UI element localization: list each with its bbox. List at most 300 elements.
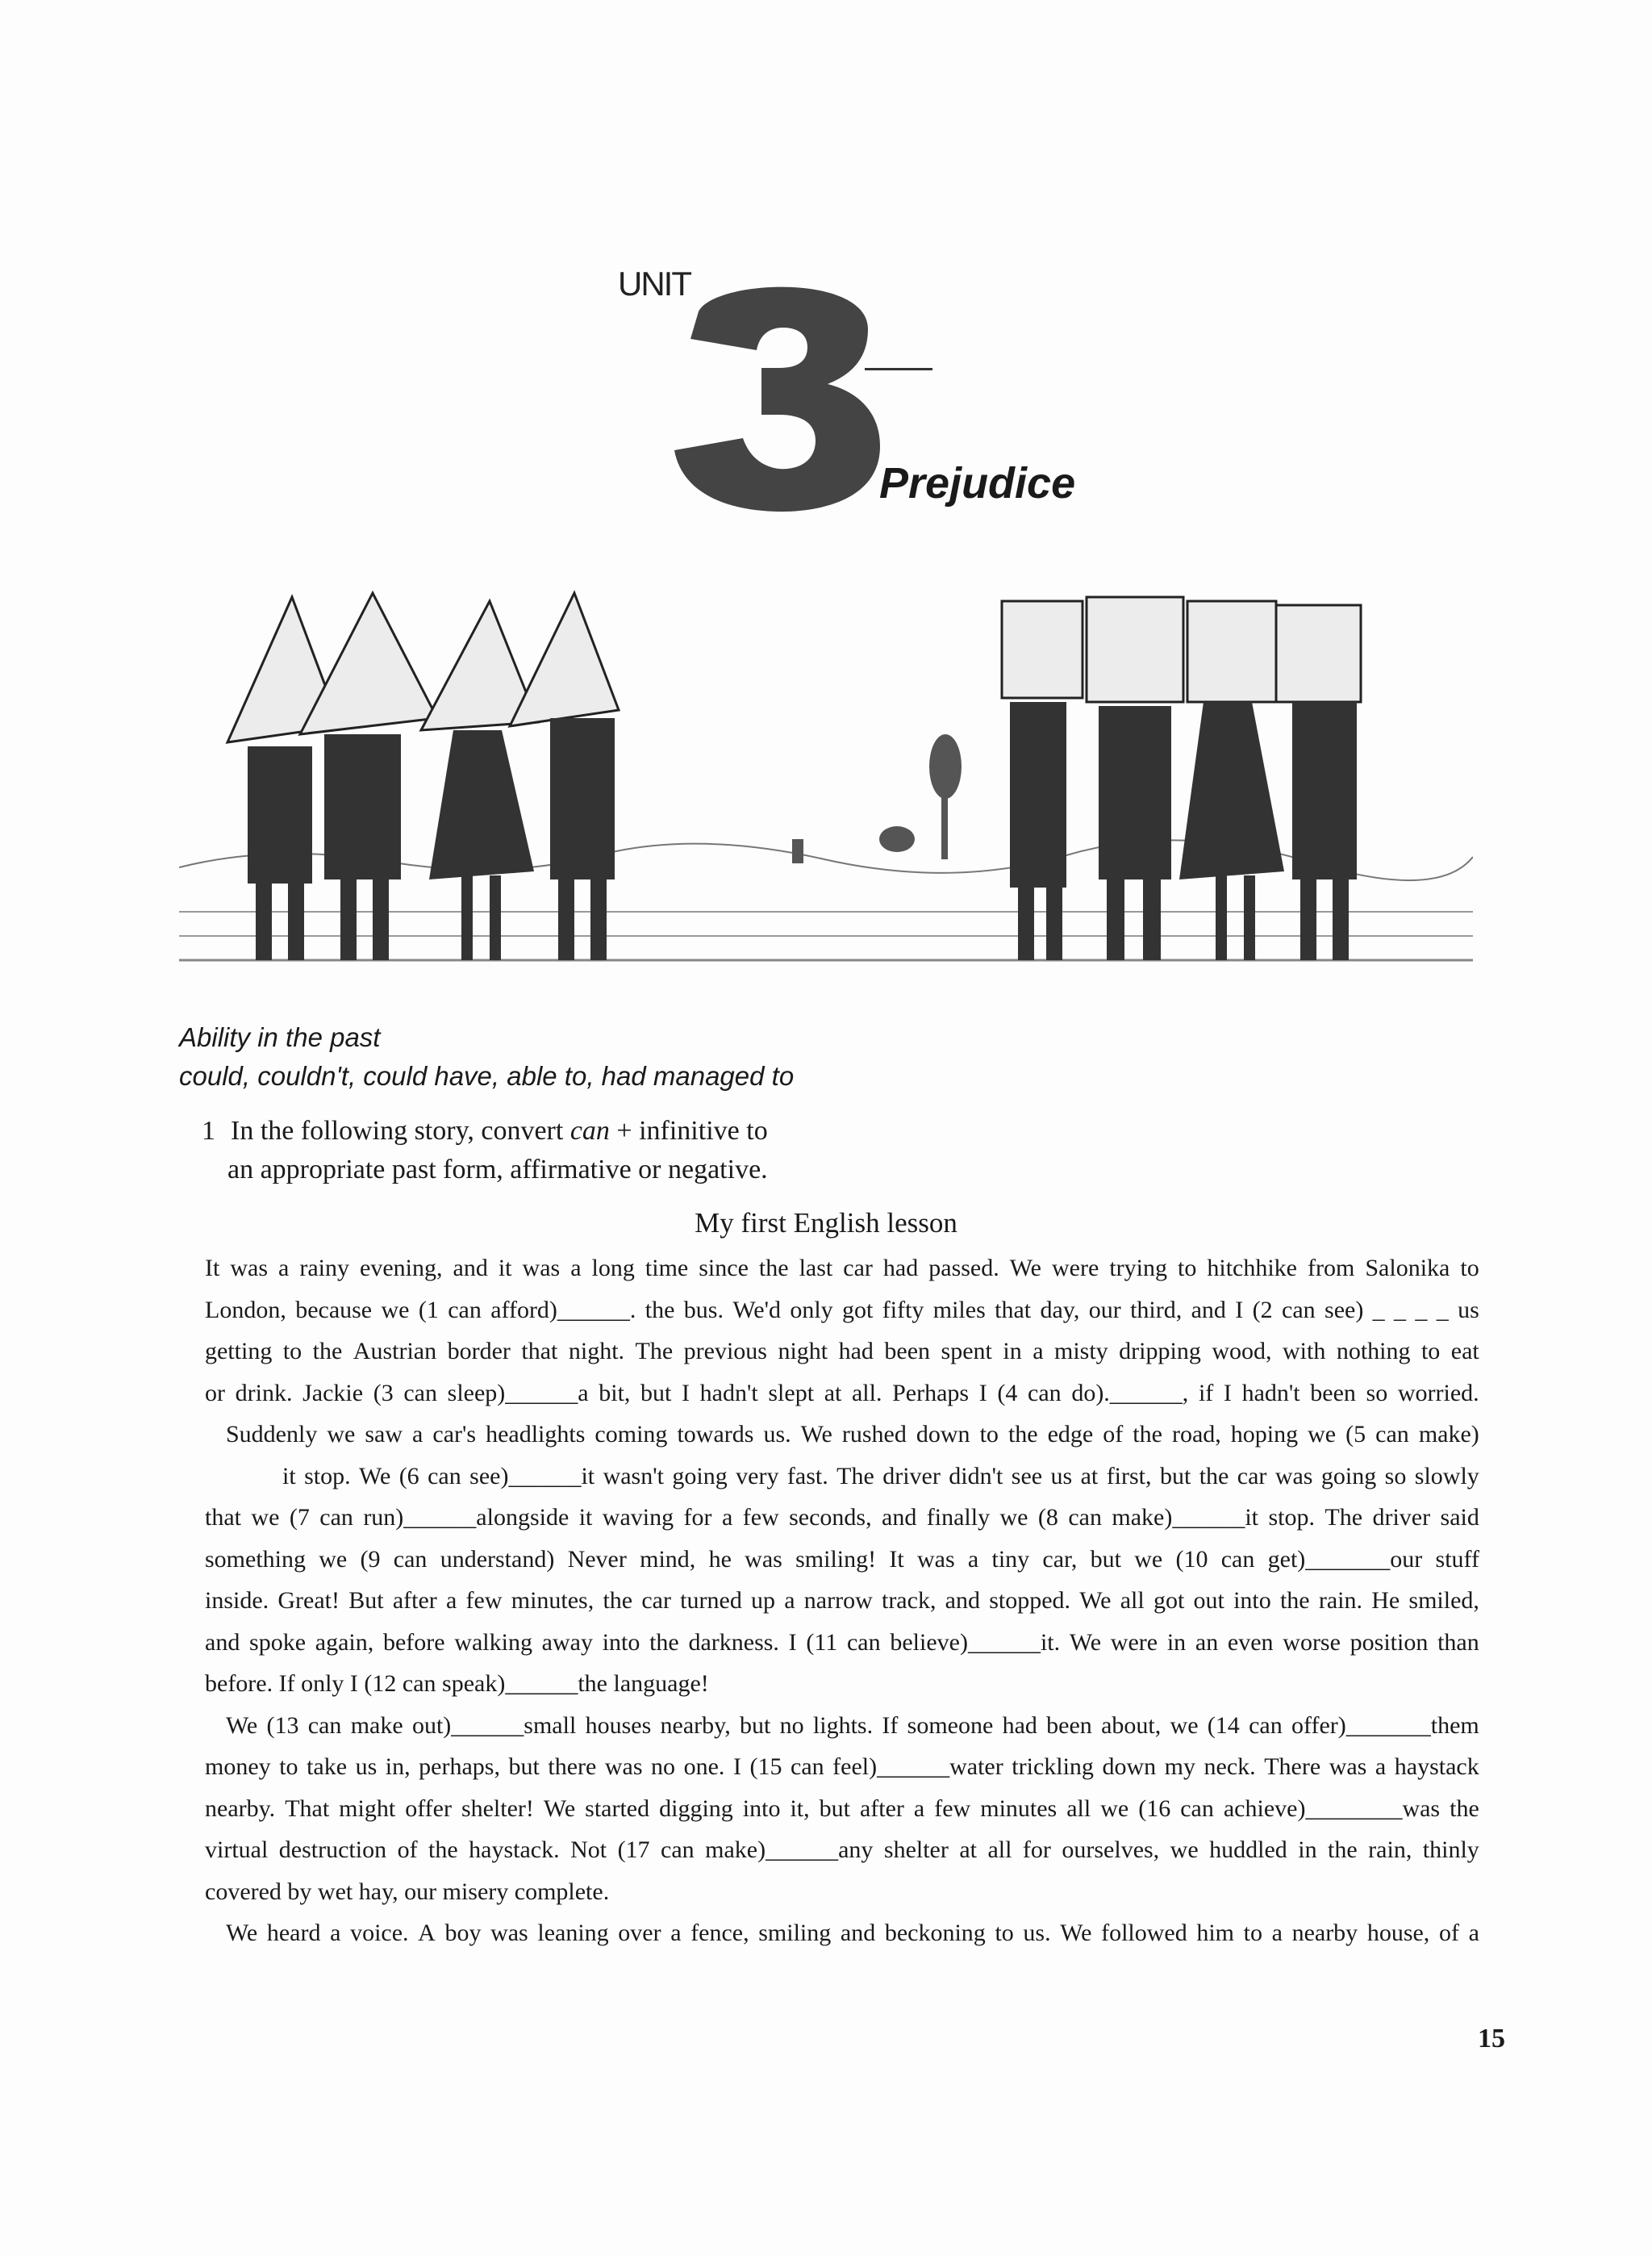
story-word: can <box>1068 1504 1102 1531</box>
story-word: down <box>916 1421 970 1448</box>
story-word: but <box>740 1711 771 1739</box>
story-word: in, <box>385 1753 411 1780</box>
story-word: do).______, <box>1071 1379 1189 1406</box>
story-word: up <box>751 1587 776 1614</box>
story-word: didn't <box>949 1462 1003 1489</box>
story-word: Perhaps <box>892 1379 970 1406</box>
unit-title: Prejudice <box>879 459 1076 508</box>
story-word: a <box>278 1255 290 1281</box>
story-word: house, <box>1366 1920 1430 1946</box>
story-word: one. <box>683 1753 725 1780</box>
story-word: car's <box>432 1421 477 1448</box>
story-word: the <box>1450 1794 1479 1822</box>
story-word: into <box>602 1628 640 1656</box>
story-word: us. <box>1023 1920 1051 1946</box>
story-word: We <box>226 1711 258 1739</box>
story-word: we <box>1134 1545 1163 1573</box>
story-word: to <box>995 1920 1014 1946</box>
story-word: driver <box>1372 1504 1431 1531</box>
story-word: the <box>1133 1421 1162 1448</box>
story-word: thinly <box>1422 1836 1479 1863</box>
story-word: were <box>1052 1255 1099 1281</box>
story-word: can <box>403 1379 437 1406</box>
story-word: make)______any <box>705 1836 874 1863</box>
story-line <box>205 1622 1479 1664</box>
story-word: after <box>392 1587 437 1614</box>
story-word: make)______it <box>1112 1504 1259 1531</box>
story-word: ourselves, <box>1062 1836 1160 1863</box>
story-word: trickling <box>1012 1753 1094 1780</box>
story-word: (16 <box>1138 1794 1171 1822</box>
story-word: even <box>1227 1628 1274 1656</box>
story-word: nearby. <box>205 1794 276 1822</box>
story-word: car <box>1237 1462 1267 1489</box>
story-word: passed. <box>928 1255 999 1281</box>
story-word: all <box>987 1836 1012 1863</box>
story-word: I <box>788 1628 797 1656</box>
story-word: the <box>603 1587 633 1614</box>
story-word: can <box>661 1836 695 1863</box>
story-line: before. If only I (12 can speak)______the language! <box>205 1670 709 1697</box>
story-word: _ <box>1394 1296 1407 1323</box>
story-word: can <box>1375 1421 1409 1448</box>
story-word: it <box>498 1255 512 1281</box>
story-word: voice. <box>350 1920 409 1946</box>
story-word: rushed <box>841 1421 907 1448</box>
instruction-part: In the following story, convert <box>231 1116 570 1146</box>
story-word: Jackie <box>302 1379 364 1406</box>
story-word: and <box>205 1628 240 1656</box>
story-word: very <box>736 1462 779 1489</box>
story-word: But <box>348 1587 384 1614</box>
story-word: houses <box>585 1711 652 1739</box>
story-word: got <box>842 1296 874 1323</box>
story-word: destruction <box>278 1836 387 1863</box>
story-word: We <box>1009 1255 1041 1281</box>
story-word: so <box>1384 1462 1407 1489</box>
story-word: because <box>295 1296 373 1323</box>
story-word: we <box>1308 1421 1337 1448</box>
story-word: and <box>453 1255 488 1281</box>
story-word: take <box>307 1753 348 1780</box>
story-word: finally <box>926 1504 991 1531</box>
story-word: The <box>635 1338 674 1364</box>
story-word: to <box>282 1338 302 1364</box>
story-word: position <box>1350 1628 1429 1656</box>
story-word: were <box>1110 1628 1158 1656</box>
story-word: to <box>979 1421 999 1448</box>
story-word: smiling <box>758 1920 832 1946</box>
story-word: can <box>319 1504 353 1531</box>
story-word: afford)______. <box>490 1296 636 1323</box>
story-word: followed <box>1101 1920 1187 1946</box>
story-word: misty <box>1054 1338 1108 1364</box>
story-word: at <box>824 1379 842 1406</box>
story-word: (11 <box>806 1628 838 1656</box>
story-word: had <box>838 1338 874 1364</box>
story-word: or <box>205 1379 225 1406</box>
story-line <box>205 1705 1479 1747</box>
story-word: over <box>618 1920 661 1946</box>
story-word: nothing <box>1336 1338 1411 1364</box>
story-word: nearby <box>1291 1920 1358 1946</box>
story-word: we <box>1100 1794 1129 1822</box>
story-word: night <box>778 1338 828 1364</box>
story-word: walking <box>454 1628 532 1656</box>
story-word: we <box>381 1296 410 1323</box>
story-word: fast. <box>786 1462 828 1489</box>
instruction-keyword: can <box>569 1116 610 1146</box>
story-word: all <box>1120 1587 1145 1614</box>
story-word: we <box>327 1421 356 1448</box>
story-word: an <box>1195 1628 1219 1656</box>
story-word: we <box>251 1504 280 1531</box>
story-word: London, <box>205 1296 286 1323</box>
story-word: for <box>683 1504 712 1531</box>
story-word: at <box>959 1836 977 1863</box>
story-word: stop. <box>304 1462 351 1489</box>
story-word: to <box>1420 1338 1441 1364</box>
story-word: with <box>1282 1338 1326 1364</box>
story-word: I <box>682 1379 690 1406</box>
story-word: we <box>319 1545 348 1573</box>
story-word: narrow <box>803 1587 873 1614</box>
story-word: Not <box>570 1836 607 1863</box>
story-word: slept <box>768 1379 815 1406</box>
story-word: it, <box>790 1794 810 1822</box>
story-line <box>205 1414 1479 1456</box>
story-word: the <box>649 1628 679 1656</box>
story-word: evening, <box>360 1255 443 1281</box>
story-word: can <box>791 1753 824 1780</box>
story-word: it <box>282 1462 296 1489</box>
story-word: stuff <box>1435 1545 1479 1573</box>
story-word: for <box>1022 1836 1051 1863</box>
story-word: That <box>285 1794 330 1822</box>
story-word: border <box>447 1338 511 1364</box>
story-word: Great! <box>277 1587 340 1614</box>
exercise-instruction <box>202 1112 847 1189</box>
story-word: of <box>397 1836 418 1863</box>
story-word: The <box>836 1462 874 1489</box>
story-word: the <box>1279 1587 1310 1614</box>
story-word: us <box>355 1753 378 1780</box>
page-number: 15 <box>1478 2024 1505 2053</box>
story-word: A <box>418 1920 436 1946</box>
story-word: We <box>359 1462 391 1489</box>
story-word: last <box>799 1255 833 1281</box>
story-word: to <box>1178 1255 1197 1281</box>
story-word: third, <box>1130 1296 1183 1323</box>
story-word: was <box>1274 1462 1313 1489</box>
story-word: He <box>1371 1587 1400 1614</box>
story-word: a <box>330 1920 341 1946</box>
story-word: Salonika <box>1365 1255 1450 1281</box>
story-word: shelter! <box>461 1794 534 1822</box>
story-word: previous <box>683 1338 767 1364</box>
story-word: the <box>428 1836 458 1863</box>
story-word: sleep)______a <box>447 1379 589 1406</box>
story-word: something <box>205 1545 306 1573</box>
story-word: first, <box>1106 1462 1152 1489</box>
instruction-line: an appropriate past form, affirmative or negative. <box>227 1155 768 1184</box>
story-word: seconds, <box>789 1504 872 1531</box>
story-text <box>205 1247 1479 1954</box>
story-word: we <box>1170 1836 1199 1863</box>
story-word: and <box>945 1587 980 1614</box>
story-word: the <box>312 1338 343 1364</box>
story-word: and <box>840 1920 876 1946</box>
story-line <box>205 1247 1479 1289</box>
story-word: leaning <box>537 1920 609 1946</box>
story-word: got <box>1153 1587 1185 1614</box>
story-word: but <box>508 1753 540 1780</box>
story-word: can <box>846 1628 881 1656</box>
story-word: beckoning <box>884 1920 986 1946</box>
story-word: to <box>1243 1920 1262 1946</box>
story-word: we <box>999 1504 1028 1531</box>
story-word: tiny <box>991 1545 1030 1573</box>
story-word: been <box>884 1338 931 1364</box>
story-word: in <box>1298 1836 1317 1863</box>
story-word: If <box>882 1711 899 1739</box>
unit-title-rule <box>865 368 932 370</box>
story-word: eat <box>1450 1338 1479 1364</box>
story-word: (15 <box>749 1753 782 1780</box>
story-word: us <box>1458 1296 1479 1323</box>
story-word: the <box>1199 1462 1229 1489</box>
story-word: few <box>465 1587 503 1614</box>
story-word: that <box>521 1338 558 1364</box>
story-word: was <box>230 1255 268 1281</box>
story-word: can <box>1220 1545 1255 1573</box>
story-word: but <box>1159 1462 1191 1489</box>
story-word: if <box>1198 1379 1214 1406</box>
story-word: We <box>1069 1628 1102 1656</box>
story-word: (2 <box>1252 1296 1273 1323</box>
story-word: to <box>279 1753 298 1780</box>
story-word: We <box>543 1794 576 1822</box>
story-word: it <box>578 1504 593 1531</box>
story-word: car, <box>1042 1545 1078 1573</box>
story-word: feel)______water <box>832 1753 1003 1780</box>
story-word: the <box>1007 1421 1038 1448</box>
story-word: was <box>490 1920 528 1946</box>
story-word: (10 <box>1175 1545 1208 1573</box>
story-word: was <box>916 1545 955 1573</box>
story-word: in <box>1166 1628 1187 1656</box>
story-word: started <box>585 1794 650 1822</box>
story-word: out <box>1193 1587 1224 1614</box>
story-word: money <box>205 1753 271 1780</box>
story-word: get)_______our <box>1267 1545 1423 1573</box>
story-word: run)______alongside <box>363 1504 569 1531</box>
story-word: Suddenly <box>226 1421 318 1448</box>
story-word: going <box>672 1462 728 1489</box>
story-word: (4 <box>997 1379 1018 1406</box>
story-word: going <box>1320 1462 1377 1489</box>
story-word: (6 <box>398 1462 419 1489</box>
story-word: can <box>1180 1794 1214 1822</box>
story-word: worse <box>1283 1628 1341 1656</box>
instruction-part: + infinitive to <box>609 1116 768 1146</box>
story-word: day, <box>1040 1296 1080 1323</box>
story-word: a <box>445 1587 457 1614</box>
story-word: driver <box>882 1462 941 1489</box>
story-word: hoping <box>1230 1421 1299 1448</box>
story-word: only <box>790 1296 833 1323</box>
story-word: offer <box>405 1794 452 1822</box>
story-line <box>205 1331 1479 1372</box>
story-word: waving <box>602 1504 674 1531</box>
story-line <box>205 1912 1479 1954</box>
story-word: understand) <box>440 1545 555 1573</box>
story-word: I <box>1235 1296 1244 1323</box>
story-word: no <box>651 1753 676 1780</box>
story-word: stopped. <box>989 1587 1071 1614</box>
story-word: a <box>570 1255 582 1281</box>
story-word: been <box>1310 1379 1356 1406</box>
story-word: at <box>1080 1462 1099 1489</box>
story-word: make <box>350 1711 403 1739</box>
story-word: there <box>548 1753 597 1780</box>
story-word: wood, <box>1212 1338 1272 1364</box>
story-word: edge <box>1047 1421 1094 1448</box>
story-word: believe)______it. <box>890 1628 1061 1656</box>
story-word: him <box>1196 1920 1235 1946</box>
story-word: but <box>1090 1545 1121 1573</box>
story-word: worried. <box>1397 1379 1479 1406</box>
story-word: and <box>1191 1296 1226 1323</box>
story-word: We <box>800 1421 832 1448</box>
story-word: (17 <box>617 1836 650 1863</box>
story-word: to <box>1460 1255 1479 1281</box>
story-word: hitchhike <box>1207 1255 1297 1281</box>
story-line <box>205 1829 1479 1871</box>
story-word: _ <box>1415 1296 1428 1323</box>
story-word: towards <box>677 1421 754 1448</box>
story-word: trying <box>1109 1255 1167 1281</box>
story-word: see <box>1011 1462 1043 1489</box>
story-word: see)______it <box>469 1462 595 1489</box>
story-word: hadn't <box>699 1379 758 1406</box>
cartoon-people-with-pyramid-and-box-heads-icon <box>179 589 1473 984</box>
story-word: a <box>1271 1920 1283 1946</box>
story-word: can <box>307 1711 342 1739</box>
story-word: Never <box>567 1545 627 1573</box>
story-word: than <box>1437 1628 1479 1656</box>
story-word: of <box>1103 1421 1124 1448</box>
story-word: It <box>889 1545 904 1573</box>
story-word: minutes <box>980 1794 1058 1822</box>
story-word: (3 <box>373 1379 394 1406</box>
story-word: getting <box>205 1338 273 1364</box>
story-word: spoke <box>249 1628 307 1656</box>
story-word: I <box>978 1379 987 1406</box>
story-word: rain. <box>1318 1587 1362 1614</box>
story-word: few <box>934 1794 971 1822</box>
story-word: might <box>339 1794 396 1822</box>
story-word: us. <box>763 1421 791 1448</box>
unit-label: UNIT <box>618 265 690 303</box>
grammar-heading <box>179 1018 794 1096</box>
story-line <box>205 1289 1479 1331</box>
story-word: was <box>522 1255 561 1281</box>
story-word: a <box>1375 1753 1387 1780</box>
story-word: (13 <box>266 1711 299 1739</box>
story-line <box>205 1580 1479 1622</box>
story-word: since <box>699 1255 749 1281</box>
story-word: bus. <box>683 1296 724 1323</box>
story-word: about, <box>1101 1711 1162 1739</box>
story-word: _ <box>1372 1296 1385 1323</box>
story-word: a <box>967 1545 979 1573</box>
story-line <box>205 1788 1479 1830</box>
story-word: slowly <box>1414 1462 1479 1489</box>
story-word: (8 <box>1037 1504 1058 1531</box>
story-word: shelter <box>883 1836 949 1863</box>
story-word: turned <box>680 1587 742 1614</box>
story-word: haystack <box>1394 1753 1479 1780</box>
story-word: huddled <box>1209 1836 1287 1863</box>
grammar-forms: could, couldn't, could have, able to, had managed to <box>179 1061 795 1091</box>
story-word: our <box>1088 1296 1121 1323</box>
story-word: fifty <box>882 1296 924 1323</box>
story-word: rain, <box>1368 1836 1412 1863</box>
story-word: _ <box>1436 1296 1449 1323</box>
story-word: been <box>1046 1711 1092 1739</box>
story-word: into <box>1233 1587 1271 1614</box>
story-word: can <box>428 1462 461 1489</box>
story-word: achieve)________was <box>1223 1794 1441 1822</box>
story-word: coming <box>594 1421 668 1448</box>
story-word: all <box>1066 1794 1091 1822</box>
story-word: spent <box>941 1338 992 1364</box>
story-word: haystack. <box>469 1836 560 1863</box>
story-word: car <box>641 1587 671 1614</box>
story-word: that <box>995 1296 1032 1323</box>
story-word: but <box>819 1794 850 1822</box>
story-word: headlights <box>486 1421 586 1448</box>
story-word: rainy <box>299 1255 349 1281</box>
story-word: virtual <box>205 1836 269 1863</box>
story-word: see) <box>1325 1296 1364 1323</box>
story-word: all. <box>851 1379 882 1406</box>
story-word: away <box>541 1628 593 1656</box>
story-word: can <box>1028 1379 1062 1406</box>
story-word: night. <box>568 1338 625 1364</box>
story-word: can <box>448 1296 482 1323</box>
story-word: a <box>784 1587 795 1614</box>
story-word: a <box>670 1920 682 1946</box>
story-word: perhaps, <box>419 1753 500 1780</box>
story-word: (9 <box>360 1545 381 1573</box>
story-word: inside. <box>205 1587 269 1614</box>
story-word: dripping <box>1119 1338 1201 1364</box>
story-word: no <box>779 1711 804 1739</box>
story-word: had <box>1002 1711 1037 1739</box>
story-word: heard <box>266 1920 321 1946</box>
story-word: darkness. <box>688 1628 779 1656</box>
story-word: neck. <box>1204 1753 1256 1780</box>
story-word: bit, <box>599 1379 631 1406</box>
story-word: offer)_______them <box>1291 1711 1479 1739</box>
story-word: minutes, <box>511 1587 594 1614</box>
story-word: so <box>1366 1379 1388 1406</box>
story-word: was <box>604 1753 643 1780</box>
story-word: few <box>742 1504 779 1531</box>
story-word: in <box>1003 1338 1022 1364</box>
